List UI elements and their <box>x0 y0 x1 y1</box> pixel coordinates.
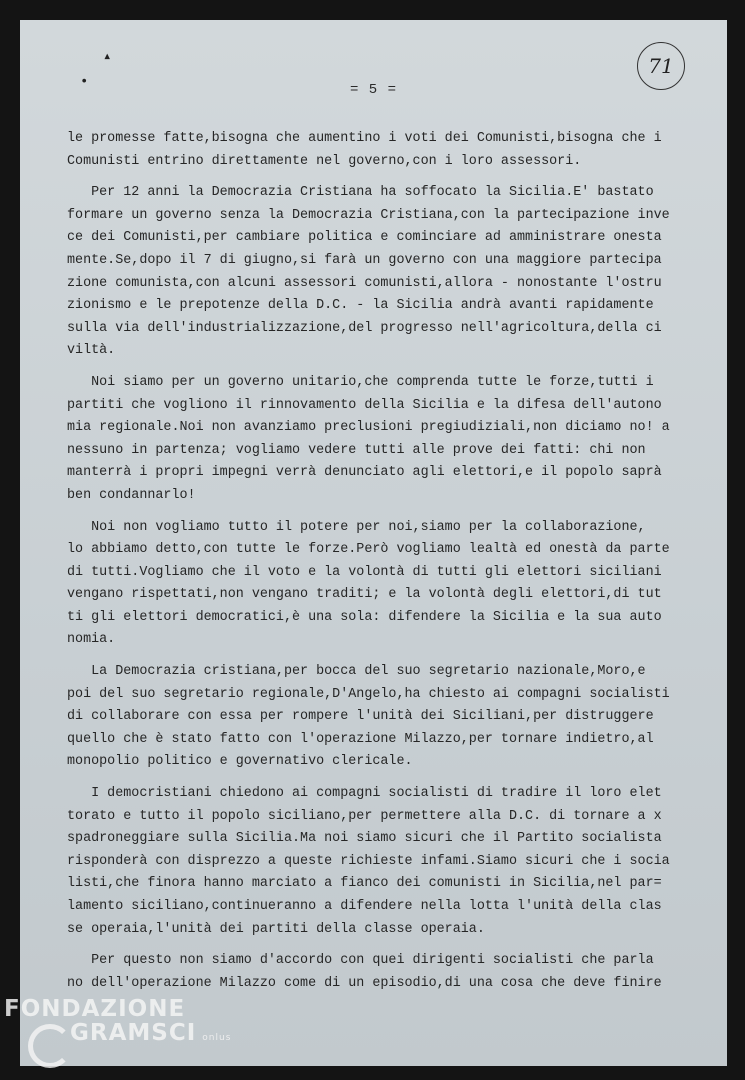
text-line: manterrà i propri impegni verrà denunciato agli elettori,e il popolo saprà <box>67 465 662 481</box>
gramsci-logo-icon <box>28 1024 72 1068</box>
paragraph <box>67 128 707 173</box>
watermark-line1: FONDAZIONE <box>4 996 186 1022</box>
text-line: vengano rispettati,non vengano traditi; e la volontà degli elettori,di tut <box>67 587 662 603</box>
text-line: Per 12 anni la Democrazia Cristiana ha soffocato la Sicilia.E' bastato <box>67 185 654 201</box>
text-line: lamento siciliano,continueranno a difendere nella lotta l'unità della clas <box>67 899 662 914</box>
text-line: nessuno in partenza; vogliamo vedere tutti alle prove dei fatti: chi non <box>67 442 646 458</box>
text-line: partiti che vogliono il rinnovamento della Sicilia e la difesa dell'autono <box>67 397 662 413</box>
text-line: mia regionale.Noi non avanziamo preclusioni pregiudiziali,non diciamo no! a <box>67 420 670 436</box>
text-line: di collaborare con essa per rompere l'unità dei Siciliani,per distruggere <box>67 709 654 725</box>
watermark-line2: GRAMSCI <box>70 1020 197 1046</box>
paragraph <box>67 783 707 941</box>
text-line: Noi siamo per un governo unitario,che comprenda tutte le forze,tutti i <box>67 374 654 390</box>
typewritten-page <box>20 20 727 1066</box>
text-line: spadroneggiare sulla Sicilia.Ma noi siamo sicuri che il Partito socialista <box>67 831 662 847</box>
paragraph <box>67 182 707 363</box>
text-line: ti gli elettori democratici,è una sola: difendere la Sicilia e la sua auto <box>67 609 662 625</box>
paragraph <box>67 950 707 995</box>
text-line: ce dei Comunisti,per cambiare politica e cominciare ad amministrare onesta <box>67 230 662 246</box>
text-line: lo abbiamo detto,con tutte le forze.Però vogliamo lealtà ed onestà da parte <box>67 542 670 558</box>
ink-speck: • <box>80 74 89 90</box>
paragraph <box>67 661 707 774</box>
text-line: La Democrazia cristiana,per bocca del suo segretario nazionale,Moro,e <box>67 664 646 680</box>
text-line: di tutti.Vogliamo che il voto e la volontà di tutti gli elettori siciliani <box>67 564 662 580</box>
text-line: nomia. <box>67 632 116 648</box>
text-line: monopolio politico e governativo clericale. <box>67 754 413 770</box>
page-number: = 5 = <box>349 82 397 98</box>
text-line: viltà. <box>67 343 116 359</box>
text-line: mente.Se,dopo il 7 di giugno,si farà un governo con una maggiore partecipa <box>67 252 662 268</box>
text-line: Noi non vogliamo tutto il potere per noi,siamo per la collaborazione, <box>67 519 646 535</box>
paragraph <box>67 517 707 653</box>
text-line: poi del suo segretario regionale,D'Angelo,ha chiesto ai compagni socialisti <box>67 686 670 702</box>
ink-speck: ▴ <box>103 49 112 65</box>
archive-number-stamp: 71 <box>637 42 685 90</box>
document-body <box>67 128 707 1004</box>
text-line: listi,che finora hanno marciato a fianco dei comunisti in Sicilia,nel par= <box>67 876 662 892</box>
fondazione-gramsci-watermark <box>4 996 231 1046</box>
text-line: zionismo e le prepotenze della D.C. - la Sicilia andrà avanti rapidamente <box>67 298 654 314</box>
watermark-suffix: onlus <box>202 1033 232 1043</box>
text-line: se operaia,l'unità dei partiti della classe operaia. <box>67 921 485 937</box>
text-line: formare un governo senza la Democrazia Cristiana,con la partecipazione inve <box>67 207 670 223</box>
text-line: le promesse fatte,bisogna che aumentino i voti dei Comunisti,bisogna che i <box>67 131 662 146</box>
text-line: zione comunista,con alcuni assessori comunisti,allora - nonostante l'ostru <box>67 275 662 291</box>
text-line: ben condannarlo! <box>67 487 196 503</box>
text-line: sulla via dell'industrializzazione,del progresso nell'agricoltura,della ci <box>67 320 662 336</box>
text-line: I democristiani chiedono ai compagni socialisti di tradire il loro elet <box>67 786 662 802</box>
text-line: no dell'operazione Milazzo come di un episodio,di una cosa che deve finire <box>67 975 662 991</box>
paragraph <box>67 372 707 508</box>
text-line: risponderà con disprezzo a queste richieste infami.Siamo sicuri che i socia <box>67 853 670 869</box>
text-line: Comunisti entrino direttamente nel governo,con i loro assessori. <box>67 153 582 169</box>
text-line: quello che è stato fatto con l'operazione Milazzo,per tornare indietro,al <box>67 731 654 747</box>
text-line: Per questo non siamo d'accordo con quei dirigenti socialisti che parla <box>67 953 654 969</box>
text-line: torato e tutto il popolo siciliano,per permettere alla D.C. di tornare a x <box>67 808 662 824</box>
